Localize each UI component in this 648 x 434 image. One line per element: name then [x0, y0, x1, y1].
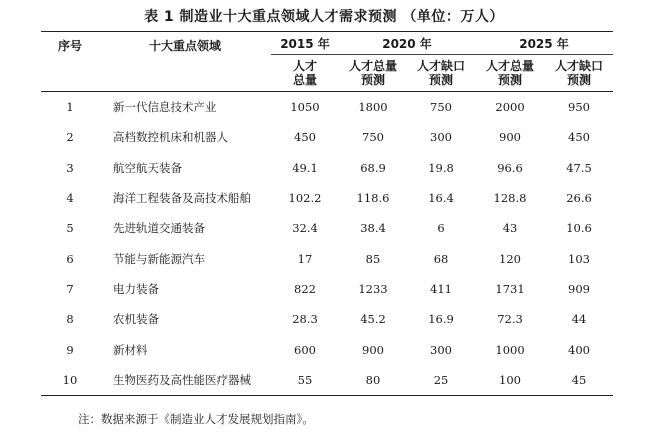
cell-field: 高档数控机床和机器人 [113, 130, 228, 145]
cell-field: 海洋工程装备及高技术船舶 [113, 191, 251, 206]
cell-field: 节能与新能源汽车 [113, 251, 205, 266]
cell-2020-total: 38.4 [360, 221, 386, 236]
table-row [41, 92, 613, 123]
cell-2015-total: 822 [294, 281, 316, 296]
header-index: 序号 [41, 32, 99, 92]
cell-2020-gap: 25 [407, 365, 475, 396]
table-body [41, 92, 613, 396]
cell-2015-total: 49.1 [292, 160, 318, 175]
cell-2020-gap: 300 [430, 342, 452, 357]
header-label: 人才缺口 预测 [555, 59, 604, 87]
header-2025: 2025 年 [475, 32, 613, 55]
header-2025-talent-gap-forecast [545, 55, 613, 92]
cell-2025-gap: 47.5 [566, 160, 592, 175]
cell-index: 4 [66, 191, 74, 206]
cell-2025-total: 43 [502, 221, 518, 236]
cell-index: 10 [41, 365, 99, 396]
cell-index: 5 [66, 221, 74, 236]
cell-2015-total: 32.4 [292, 221, 318, 236]
cell-2020-total: 68.9 [360, 160, 386, 175]
cell-2025-gap: 450 [568, 130, 590, 145]
cell-2025-gap: 44 [571, 312, 587, 327]
cell-2015-total: 600 [294, 342, 316, 357]
header-label: 人才缺口 预测 [417, 59, 466, 87]
table-row [41, 213, 613, 243]
header-2025-talent-total-forecast [475, 55, 545, 92]
header-2020: 2020 年 [339, 32, 475, 55]
header-2015-talent-total [271, 55, 339, 92]
table-row [41, 334, 613, 364]
table-row [41, 304, 613, 334]
cell-2025-total: 128.8 [493, 191, 527, 206]
header-2020-talent-total-forecast [339, 55, 407, 92]
table-row [41, 274, 613, 304]
cell-field: 航空航天装备 [113, 160, 182, 175]
talent-demand-table [41, 31, 613, 396]
cell-2020-gap: 16.9 [428, 312, 454, 327]
cell-2020-gap: 16.4 [428, 191, 454, 206]
cell-2020-total: 750 [362, 130, 384, 145]
cell-2015-total: 450 [294, 130, 316, 145]
cell-2020-total: 1233 [358, 281, 388, 296]
cell-2015-total: 28.3 [292, 312, 318, 327]
cell-2020-gap: 411 [430, 281, 452, 296]
cell-index: 2 [66, 130, 74, 145]
cell-2025-gap: 10.6 [566, 221, 592, 236]
header-label: 人才总量 预测 [486, 59, 535, 87]
cell-2020-total: 45.2 [360, 312, 386, 327]
cell-2020-gap: 750 [430, 100, 452, 115]
cell-field: 电力装备 [113, 281, 159, 296]
cell-index: 7 [66, 281, 74, 296]
cell-2020-total: 900 [362, 342, 384, 357]
source-note: 注：数据来源于《制造业人才发展规划指南》。 [78, 412, 314, 426]
cell-2025-total: 96.6 [497, 160, 523, 175]
cell-field: 农机装备 [113, 312, 159, 327]
cell-2020-gap: 19.8 [428, 160, 454, 175]
table-row [41, 183, 613, 213]
cell-2025-total: 120 [499, 251, 521, 266]
cell-2015-total: 102.2 [288, 191, 322, 206]
cell-field: 新材料 [113, 342, 148, 357]
cell-2020-total: 118.6 [356, 191, 390, 206]
cell-index: 1 [66, 100, 74, 115]
cell-index: 3 [66, 160, 74, 175]
cell-2015-total: 55 [271, 365, 339, 396]
cell-2020-gap: 68 [433, 251, 449, 266]
cell-2020-total: 1800 [358, 100, 388, 115]
cell-2020-total: 85 [365, 251, 381, 266]
header-field: 十大重点领域 [99, 32, 271, 92]
table-caption: 表 1 制造业十大重点领域人才需求预测 （单位：万人） [144, 9, 504, 25]
cell-field: 生物医药及高性能医疗器械 [99, 365, 271, 396]
table-row [41, 153, 613, 183]
table-row [41, 122, 613, 152]
cell-index: 9 [66, 342, 74, 357]
cell-field: 先进轨道交通装备 [113, 221, 205, 236]
header-2020-talent-gap-forecast [407, 55, 475, 92]
cell-index: 8 [66, 312, 74, 327]
cell-2025-total: 1000 [495, 342, 525, 357]
cell-2020-total: 80 [339, 365, 407, 396]
header-label: 人才总量 预测 [348, 59, 397, 87]
cell-2025-gap: 26.6 [566, 191, 592, 206]
cell-2025-gap: 950 [568, 100, 590, 115]
cell-2015-total: 17 [297, 251, 313, 266]
cell-2025-gap: 909 [568, 281, 590, 296]
cell-index: 6 [66, 251, 74, 266]
cell-2025-total: 1731 [495, 281, 525, 296]
cell-2025-gap: 400 [568, 342, 590, 357]
cell-field: 新一代信息技术产业 [113, 100, 217, 115]
cell-2025-gap: 45 [545, 365, 613, 396]
cell-2025-total: 100 [475, 365, 545, 396]
cell-2025-gap: 103 [568, 251, 590, 266]
cell-2015-total: 1050 [290, 100, 320, 115]
header-label: 人才 总量 [292, 59, 317, 87]
cell-2025-total: 900 [499, 130, 521, 145]
cell-2020-gap: 300 [430, 130, 452, 145]
table-row [41, 243, 613, 273]
table-row [41, 365, 613, 396]
cell-2025-total: 2000 [495, 100, 525, 115]
cell-2025-total: 72.3 [497, 312, 523, 327]
cell-2020-gap: 6 [437, 221, 445, 236]
header-2015: 2015 年 [271, 32, 339, 55]
